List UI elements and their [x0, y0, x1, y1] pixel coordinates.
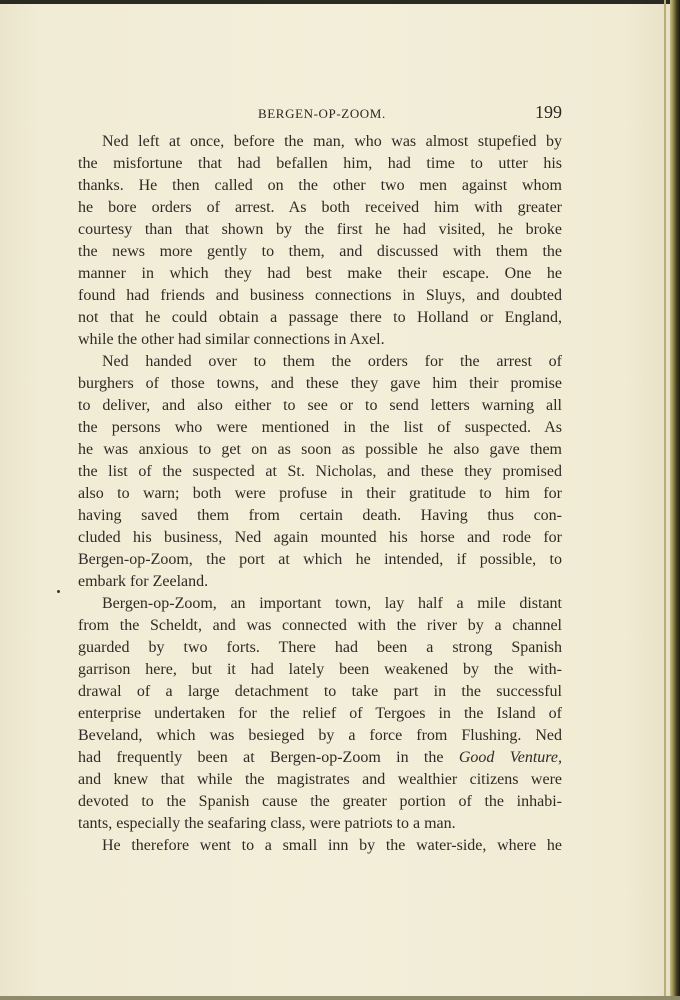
text-line: having saved them from certain death. Having thus con- — [78, 507, 562, 524]
text-line: found had friends and business connections in Sluys, and doubted — [78, 287, 562, 304]
text-line-start: had frequently been at Bergen-op-Zoom in the — [78, 749, 444, 766]
text-line: cluded his business, Ned again mounted his horse and rode for — [78, 529, 562, 546]
ship-name: Good Venture, — [458, 749, 563, 766]
scan-top-edge — [0, 0, 680, 4]
text-line: the list of the suspected at St. Nicholas, and these they promised — [78, 463, 562, 480]
scan-bottom-edge — [0, 996, 680, 1000]
text-line: and knew that while the magistrates and wealthier citizens were — [78, 771, 562, 788]
body-text — [78, 131, 562, 857]
text-line: manner in which they had best make their escape. One he — [78, 265, 562, 282]
text-line: devoted to the Spanish cause the greater portion of the inhabi- — [78, 793, 562, 810]
text-line: to deliver, and also either to see or to send letters warning all — [78, 397, 562, 414]
text-line: He therefore went to a small inn by the water-side, where he — [102, 837, 562, 854]
page-edge-line — [664, 0, 666, 1000]
book-spine-edge — [670, 0, 680, 1000]
text-line: tants, especially the seafaring class, were patriots to a man. — [78, 815, 456, 832]
text-line-with-italic — [78, 747, 562, 769]
page-number: 199 — [535, 102, 562, 122]
text-line: thanks. He then called on the other two men against whom — [78, 177, 562, 194]
text-line: the persons who were mentioned in the list of suspected. As — [78, 419, 562, 436]
text-line: Bergen-op-Zoom, the port at which he intended, if possible, to — [78, 551, 562, 568]
text-line: from the Scheldt, and was connected with the river by a channel — [78, 617, 562, 634]
text-line: guarded by two forts. There had been a strong Spanish — [78, 639, 562, 656]
text-line: Beveland, which was besieged by a force from Flushing. Ned — [78, 727, 562, 744]
text-line: he was anxious to get on as soon as possible he also gave them — [78, 441, 562, 458]
text-line: also to warn; both were profuse in their gratitude to him for — [78, 485, 562, 502]
text-line: burghers of those towns, and these they gave him their promise — [78, 375, 562, 392]
running-head: BERGEN-OP-ZOOM. — [258, 106, 386, 121]
text-line: embark for Zeeland. — [78, 573, 209, 590]
text-line: garrison here, but it had lately been weakened by the with- — [78, 661, 562, 678]
text-line: he bore orders of arrest. As both received him with greater — [78, 199, 562, 216]
text-line: Ned handed over to them the orders for the arrest of — [102, 353, 562, 370]
page-header — [78, 104, 562, 124]
text-line: Ned left at once, before the man, who was almost stupefied by — [102, 133, 562, 150]
text-line: Bergen-op-Zoom, an important town, lay half a mile distant — [102, 595, 562, 612]
text-line: while the other had similar connections in Axel. — [78, 331, 385, 348]
text-line: drawal of a large detachment to take part in the successful — [78, 683, 562, 700]
text-line: the news more gently to them, and discussed with them the — [78, 243, 562, 260]
margin-mark — [57, 590, 60, 593]
text-line: courtesy than that shown by the first he had visited, he broke — [78, 221, 562, 238]
text-line: the misfortune that had befallen him, had time to utter his — [78, 155, 562, 172]
text-line: enterprise undertaken for the relief of Tergoes in the Island of — [78, 705, 562, 722]
text-line: not that he could obtain a passage there to Holland or England, — [78, 309, 562, 326]
